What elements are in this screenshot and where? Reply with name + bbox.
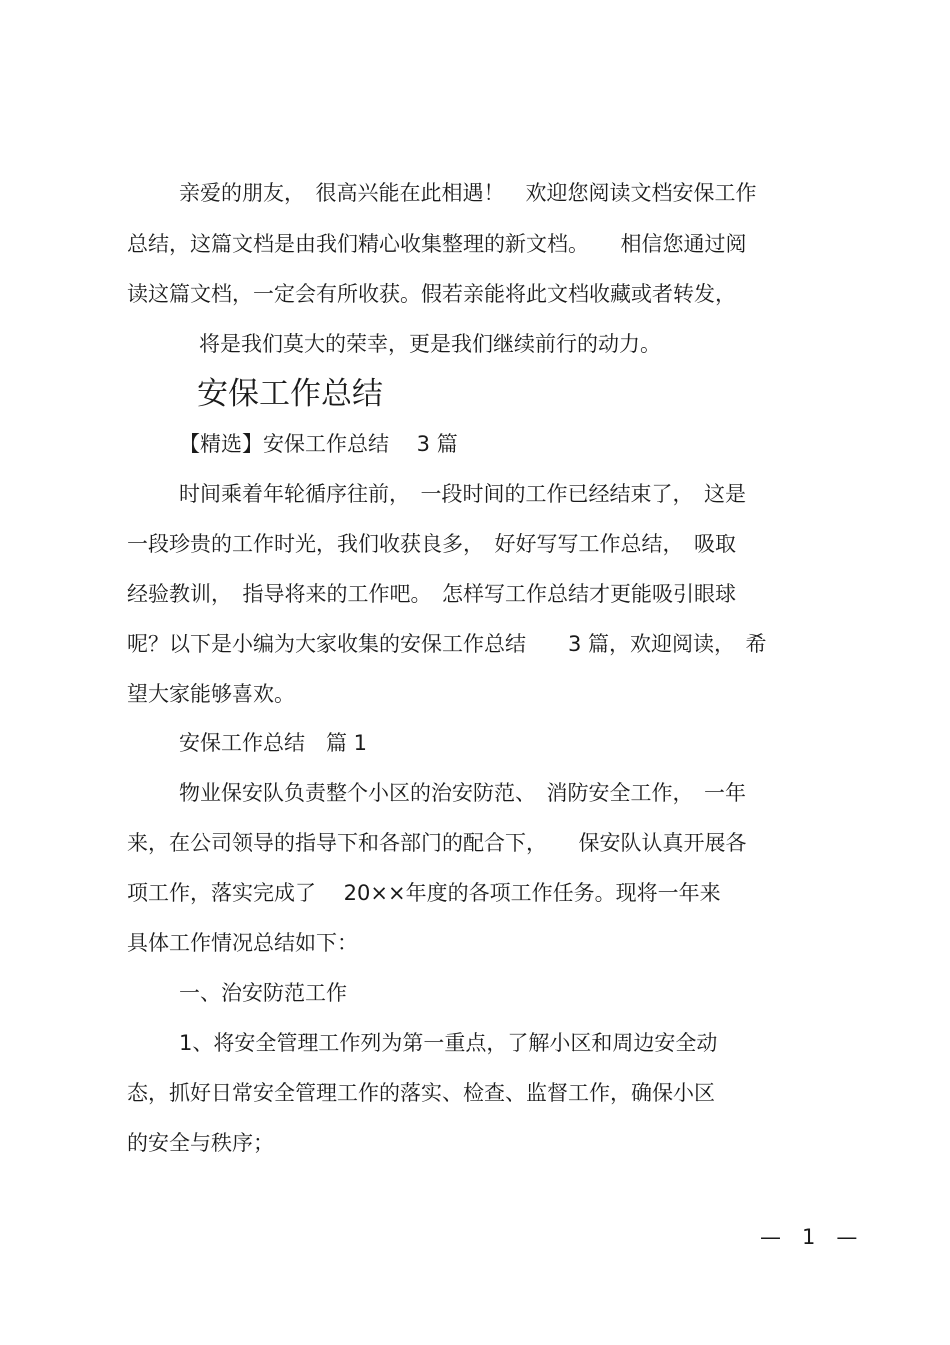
paragraph2-line-3: 项工作，落实完成了 20××年度的各项工作任务。现将一年来 bbox=[127, 881, 721, 905]
document-title: 安保工作总结 bbox=[197, 376, 383, 412]
intro-line-3: 读这篇文档，一定会有所收获。假若亲能将此文档收藏或者转发， bbox=[127, 282, 736, 306]
intro-line-1: 亲爱的朋友， 很高兴能在此相遇！ 欢迎您阅读文档安保工作 bbox=[179, 181, 757, 205]
paragraph2-line-1: 物业保安队负责整个小区的治安防范、 消防安全工作， 一年 bbox=[179, 781, 746, 805]
subheading-security: 一、治安防范工作 bbox=[179, 981, 347, 1005]
document-subtitle: 【精选】安保工作总结 3 篇 bbox=[179, 432, 458, 456]
item1-line-2: 态，抓好日常安全管理工作的落实、检查、监督工作，确保小区 bbox=[127, 1081, 715, 1105]
item1-line-3: 的安全与秩序； bbox=[127, 1131, 274, 1155]
paragraph1-line-4: 呢？以下是小编为大家收集的安保工作总结 3 篇，欢迎阅读， 希 bbox=[127, 632, 767, 656]
paragraph1-line-2: 一段珍贵的工作时光，我们收获良多， 好好写写工作总结， 吸取 bbox=[127, 532, 736, 556]
item1-line-1: 1、将安全管理工作列为第一重点，了解小区和周边安全动 bbox=[179, 1031, 718, 1055]
paragraph1-line-5: 望大家能够喜欢。 bbox=[127, 682, 295, 706]
intro-line-4: 将是我们莫大的荣幸，更是我们继续前行的动力。 bbox=[199, 332, 661, 356]
paragraph1-line-3: 经验教训， 指导将来的工作吧。 怎样写工作总结才更能吸引眼球 bbox=[127, 582, 736, 606]
paragraph2-line-4: 具体工作情况总结如下： bbox=[127, 931, 358, 955]
paragraph1-line-1: 时间乘着年轮循序往前， 一段时间的工作已经结束了， 这是 bbox=[179, 482, 746, 506]
section-heading: 安保工作总结 篇 1 bbox=[179, 731, 368, 755]
page-number: — 1 — bbox=[760, 1225, 858, 1249]
intro-line-2: 总结，这篇文档是由我们精心收集整理的新文档。 相信您通过阅 bbox=[127, 232, 747, 256]
paragraph2-line-2: 来，在公司领导的指导下和各部门的配合下， 保安队认真开展各 bbox=[127, 831, 747, 855]
